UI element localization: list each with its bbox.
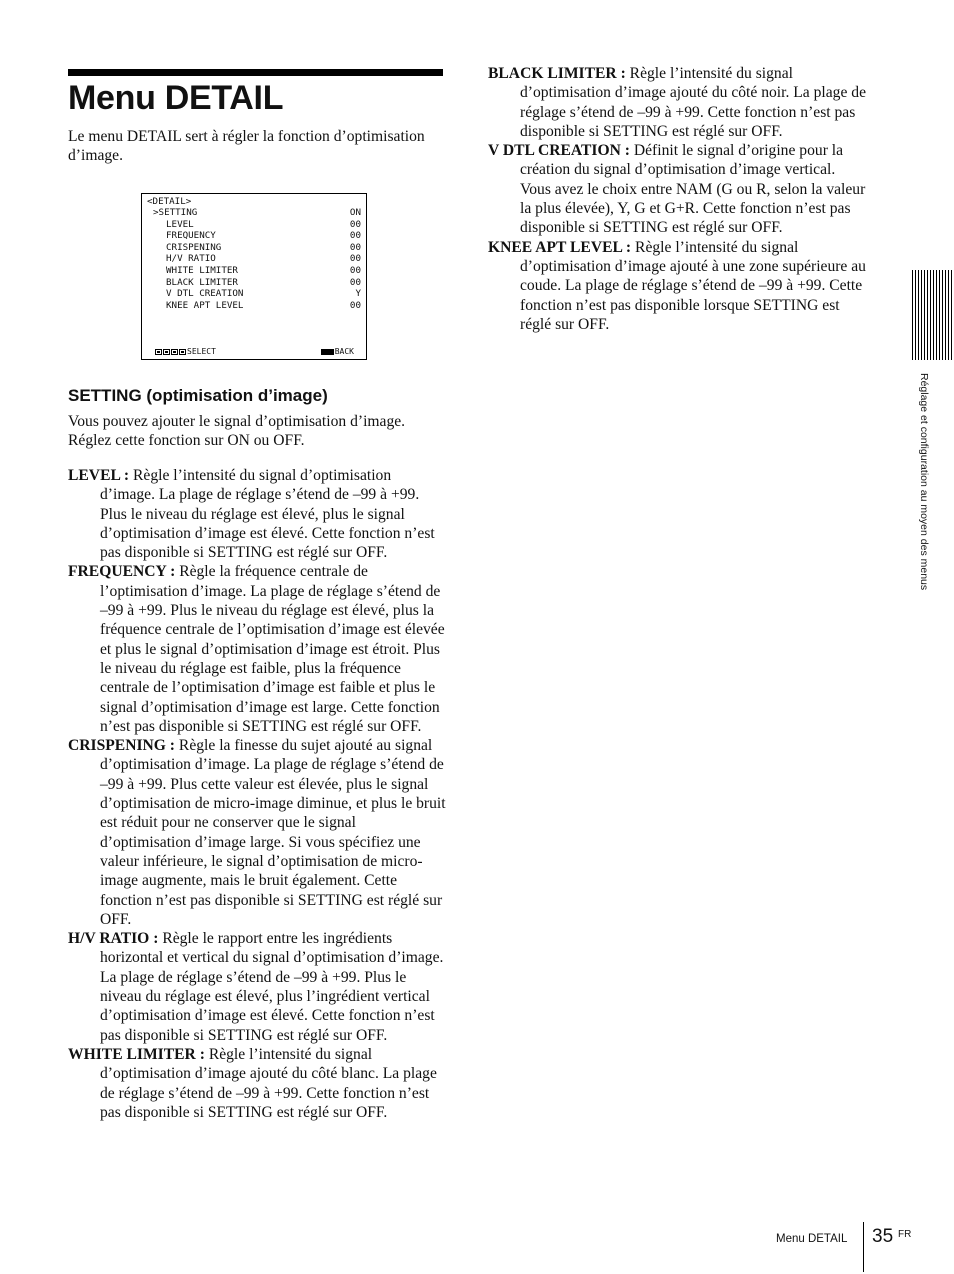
definition-text: Définit le signal d’origine pour la création du signal d’optimisation d’image vertical. Vous avez le choix entre NAM (G ou R, selon la valeur la plus élevée), Y, G et G+R. Cette fonction n’est pas disponible si SETTING est réglé sur OFF. bbox=[520, 142, 866, 237]
footer-divider bbox=[863, 1222, 864, 1272]
section-paragraph: Vous pouvez ajouter le signal d’optimisation d’image. Réglez cette fonction sur ON ou OFF. bbox=[68, 413, 406, 450]
page-number: 35 bbox=[872, 1226, 894, 1247]
osd-row-label: CRISPENING bbox=[166, 241, 222, 253]
osd-title: <DETAIL> bbox=[147, 196, 192, 207]
definition-term: V DTL CREATION : bbox=[488, 142, 630, 160]
osd-row-black-limiter bbox=[153, 277, 361, 289]
definition-item bbox=[68, 466, 446, 562]
osd-row-value: 00 bbox=[349, 230, 361, 242]
osd-row-value: Y bbox=[355, 288, 361, 300]
arrow-key-icon bbox=[179, 349, 186, 355]
osd-row-value: 00 bbox=[349, 241, 361, 253]
osd-row-white-limiter bbox=[153, 265, 361, 277]
definition-item bbox=[68, 736, 446, 929]
osd-back-label: BACK bbox=[334, 347, 354, 356]
osd-row-value: 00 bbox=[349, 265, 361, 276]
definition-item bbox=[68, 562, 446, 736]
definition-term: H/V RATIO : bbox=[68, 930, 159, 948]
definition-list-right bbox=[488, 64, 866, 334]
osd-row-v-dtl-creation bbox=[153, 288, 361, 300]
definition-text: Règle la finesse du sujet ajouté au signal d’optimisation d’image. La plage de réglage s’étend de –99 à +99. Plus cette valeur est élevée, plus le signal d’optimisation de micro-image diminue, et plus le bruit est réduit pour ne conserver que le signal d’optimisation d’image large. Si vous spécifiez une valeur inférieure, le signal d’optimisation de micro-image augmente, mais le bruit également. Cette fonction n’est pas disponible si SETTING est réglé sur OFF. bbox=[100, 737, 446, 928]
osd-row-label: LEVEL bbox=[166, 218, 194, 230]
definition-text: Règle la fréquence centrale de l’optimisation d’image. La plage de réglage s’étend de –99 à +99. Plus le niveau du réglage est élevé, plus la fréquence centrale de l’optimisation d’image est élevée et plus le signal d’optimisation d’image est étroit. Plus le niveau du réglage est faible, plus la fréquence centrale de l’optimisation d’image est faible et plus le signal d’optimisation d’image est large. Cette fonction n’est pas disponible si SETTING est réglé sur OFF. bbox=[100, 563, 445, 735]
section-heading: SETTING (optimisation d’image) bbox=[68, 386, 328, 405]
osd-row-value: 00 bbox=[349, 253, 361, 265]
definition-text: Règle l’intensité du signal d’optimisation d’image ajouté du côté blanc. La plage de réglage s’étend de –99 à +99. Cette fonction n’est pas disponible si SETTING est réglé sur OFF. bbox=[100, 1045, 437, 1121]
osd-row-value: ON bbox=[349, 207, 361, 218]
arrow-key-icon bbox=[171, 349, 178, 355]
definition-item bbox=[68, 1045, 446, 1122]
osd-select-hint bbox=[155, 347, 216, 357]
page-title: Menu DETAIL bbox=[68, 79, 284, 117]
definition-list-left bbox=[68, 466, 446, 1122]
definition-term: LEVEL : bbox=[68, 467, 130, 484]
title-rule bbox=[68, 69, 443, 76]
definition-term: KNEE APT LEVEL : bbox=[488, 238, 632, 256]
osd-row-level bbox=[153, 219, 361, 231]
osd-row-label: BLACK LIMITER bbox=[166, 276, 238, 288]
osd-row-crispening bbox=[153, 242, 361, 254]
intro-paragraph: Le menu DETAIL sert à régler la fonction d’optimisation d’image. bbox=[68, 128, 425, 165]
arrow-key-icon bbox=[163, 349, 170, 355]
osd-row-frequency bbox=[153, 230, 361, 242]
osd-row-value: 00 bbox=[349, 299, 361, 311]
definition-item bbox=[488, 238, 866, 334]
definition-text: Règle l’intensité du signal d’optimisation d’image ajouté du côté noir. La plage de réglage s’étend de –99 à +99. Cette fonction n’est pas disponible si SETTING est réglé sur OFF. bbox=[520, 65, 866, 140]
osd-row-knee-apt-level bbox=[153, 300, 361, 312]
osd-row-hv-ratio bbox=[153, 253, 361, 265]
definition-item bbox=[488, 141, 866, 237]
osd-row-label: WHITE LIMITER bbox=[166, 265, 238, 276]
menu-key-icon bbox=[321, 349, 334, 355]
definition-term: BLACK LIMITER : bbox=[488, 65, 626, 82]
definition-item bbox=[488, 64, 866, 141]
definition-text: Règle l’intensité du signal d’optimisation d’image ajouté à une zone supérieure au coude. La plage de réglage s’étend de –99 à +99. Cette fonction n’est pas disponible lorsque SETTING est réglé sur OFF. bbox=[520, 238, 866, 333]
arrow-key-icon bbox=[155, 349, 162, 355]
language-code: FR bbox=[898, 1229, 912, 1240]
osd-footer bbox=[155, 347, 354, 357]
osd-menu-screen bbox=[141, 193, 367, 360]
definition-text: Règle le rapport entre les ingrédients horizontal et vertical du signal d’optimisation d’image. La plage de réglage s’étend de –99 à +99. Plus le niveau du réglage est élevé, plus l’ingrédient vertical d’optimisation d’image est élevé. Cette fonction n’est pas disponible si SETTING est réglé sur OFF. bbox=[100, 930, 444, 1044]
definition-term: CRISPENING : bbox=[68, 737, 176, 755]
footer-section-label: Menu DETAIL bbox=[776, 1233, 848, 1245]
osd-row-label: V DTL CREATION bbox=[166, 288, 244, 300]
osd-row-setting bbox=[153, 207, 361, 219]
osd-row-label: >SETTING bbox=[153, 207, 198, 218]
chapter-side-label: Réglage et configuration au moyen des menus bbox=[918, 373, 930, 591]
osd-row-label: H/V RATIO bbox=[166, 253, 216, 265]
definition-text: Règle l’intensité du signal d’optimisation d’image. La plage de réglage s’étend de –99 à +99. Plus le niveau du réglage est élevé, plus le signal d’optimisation d’image est élevé. Cette fonction n’est pas disponible si SETTING est réglé sur OFF. bbox=[100, 467, 435, 562]
osd-select-label: SELECT bbox=[187, 347, 216, 356]
osd-row-value: 00 bbox=[349, 276, 361, 288]
osd-row-label: KNEE APT LEVEL bbox=[166, 299, 244, 311]
definition-term: FREQUENCY : bbox=[68, 563, 176, 581]
definition-term: WHITE LIMITER : bbox=[68, 1045, 205, 1063]
definition-item bbox=[68, 929, 446, 1045]
osd-row-label: FREQUENCY bbox=[166, 230, 216, 242]
osd-back-hint bbox=[321, 347, 354, 357]
chapter-tab-marker bbox=[912, 270, 954, 360]
osd-row-value: 00 bbox=[349, 218, 361, 230]
